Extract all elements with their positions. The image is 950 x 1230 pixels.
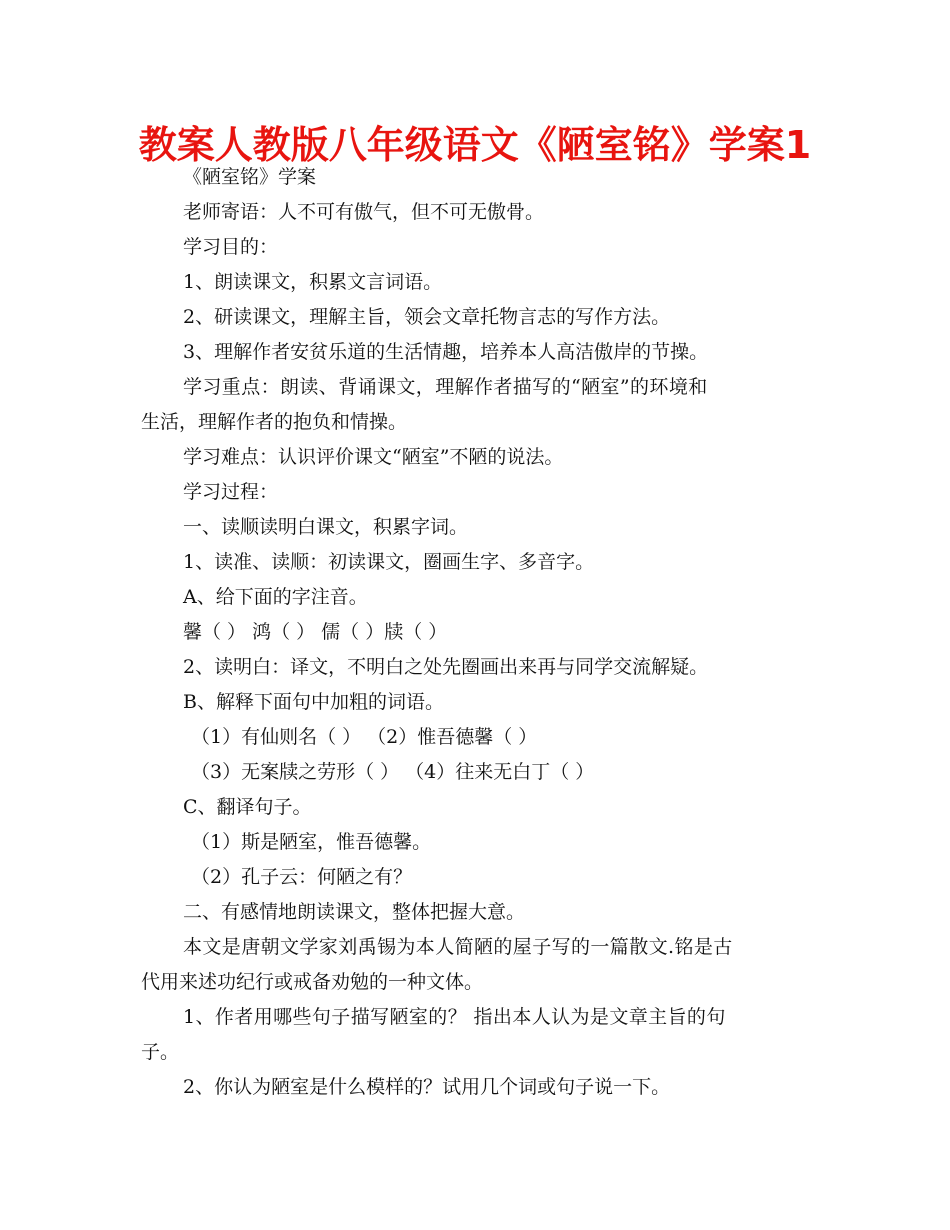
text-line: 2、读明白：译文，不明白之处先圈画出来再与同学交流解疑。: [183, 656, 709, 678]
text-line: C、翻译句子。: [183, 796, 312, 818]
text-line: 学习重点：朗读、背诵课文，理解作者描写的“陋室”的环境和: [183, 376, 708, 398]
text-line: （3）无案牍之劳形（ ） （4）往来无白丁（ ）: [191, 761, 595, 783]
text-line: 子。: [141, 1041, 180, 1063]
text-line: 学习目的：: [183, 236, 279, 258]
text-line: 老师寄语：人不可有傲气，但不可无傲骨。: [183, 201, 545, 223]
text-line: 1、朗读课文，积累文言词语。: [183, 271, 443, 293]
text-line: 学习过程：: [183, 481, 279, 503]
text-line: 1、作者用哪些句子描写陋室的？ 指出本人认为是文章主旨的句: [183, 1006, 726, 1028]
text-line: 馨（ ） 鸿（ ） 儒（ ）牍（ ）: [183, 621, 448, 643]
text-line: 一、读顺读明白课文，积累字词。: [183, 516, 469, 538]
text-line: 3、理解作者安贫乐道的生活情趣，培养本人高洁傲岸的节操。: [183, 341, 709, 363]
text-line: B、解释下面句中加粗的词语。: [183, 691, 444, 713]
document-title: 教案人教版八年级语文《陋室铭》学案1: [138, 123, 812, 167]
text-line: （1）斯是陋室，惟吾德馨。: [191, 831, 432, 853]
text-line: 学习难点：认识评价课文“陋室”不陋的说法。: [183, 446, 564, 468]
text-line: 1、读准、读顺：初读课文，圈画生字、多音字。: [183, 551, 595, 573]
text-line: 本文是唐朝文学家刘禹锡为本人简陋的屋子写的一篇散文.铭是古: [183, 936, 733, 958]
text-line: （1）有仙则名（ ） （2）惟吾德馨（ ）: [191, 726, 538, 748]
text-line: 代用来述功纪行或戒备劝勉的一种文体。: [141, 971, 484, 993]
text-line: 《陋室铭》学案: [183, 166, 317, 188]
text-line: A、给下面的字注音。: [183, 586, 368, 608]
text-line: 2、研读课文，理解主旨，领会文章托物言志的写作方法。: [183, 306, 671, 328]
text-line: 生活，理解作者的抱负和情操。: [141, 411, 408, 433]
text-line: （2）孔子云：何陋之有？: [191, 866, 413, 888]
text-line: 二、有感情地朗读课文，整体把握大意。: [183, 901, 526, 923]
text-line: 2、你认为陋室是什么模样的？试用几个词或句子说一下。: [183, 1076, 671, 1098]
